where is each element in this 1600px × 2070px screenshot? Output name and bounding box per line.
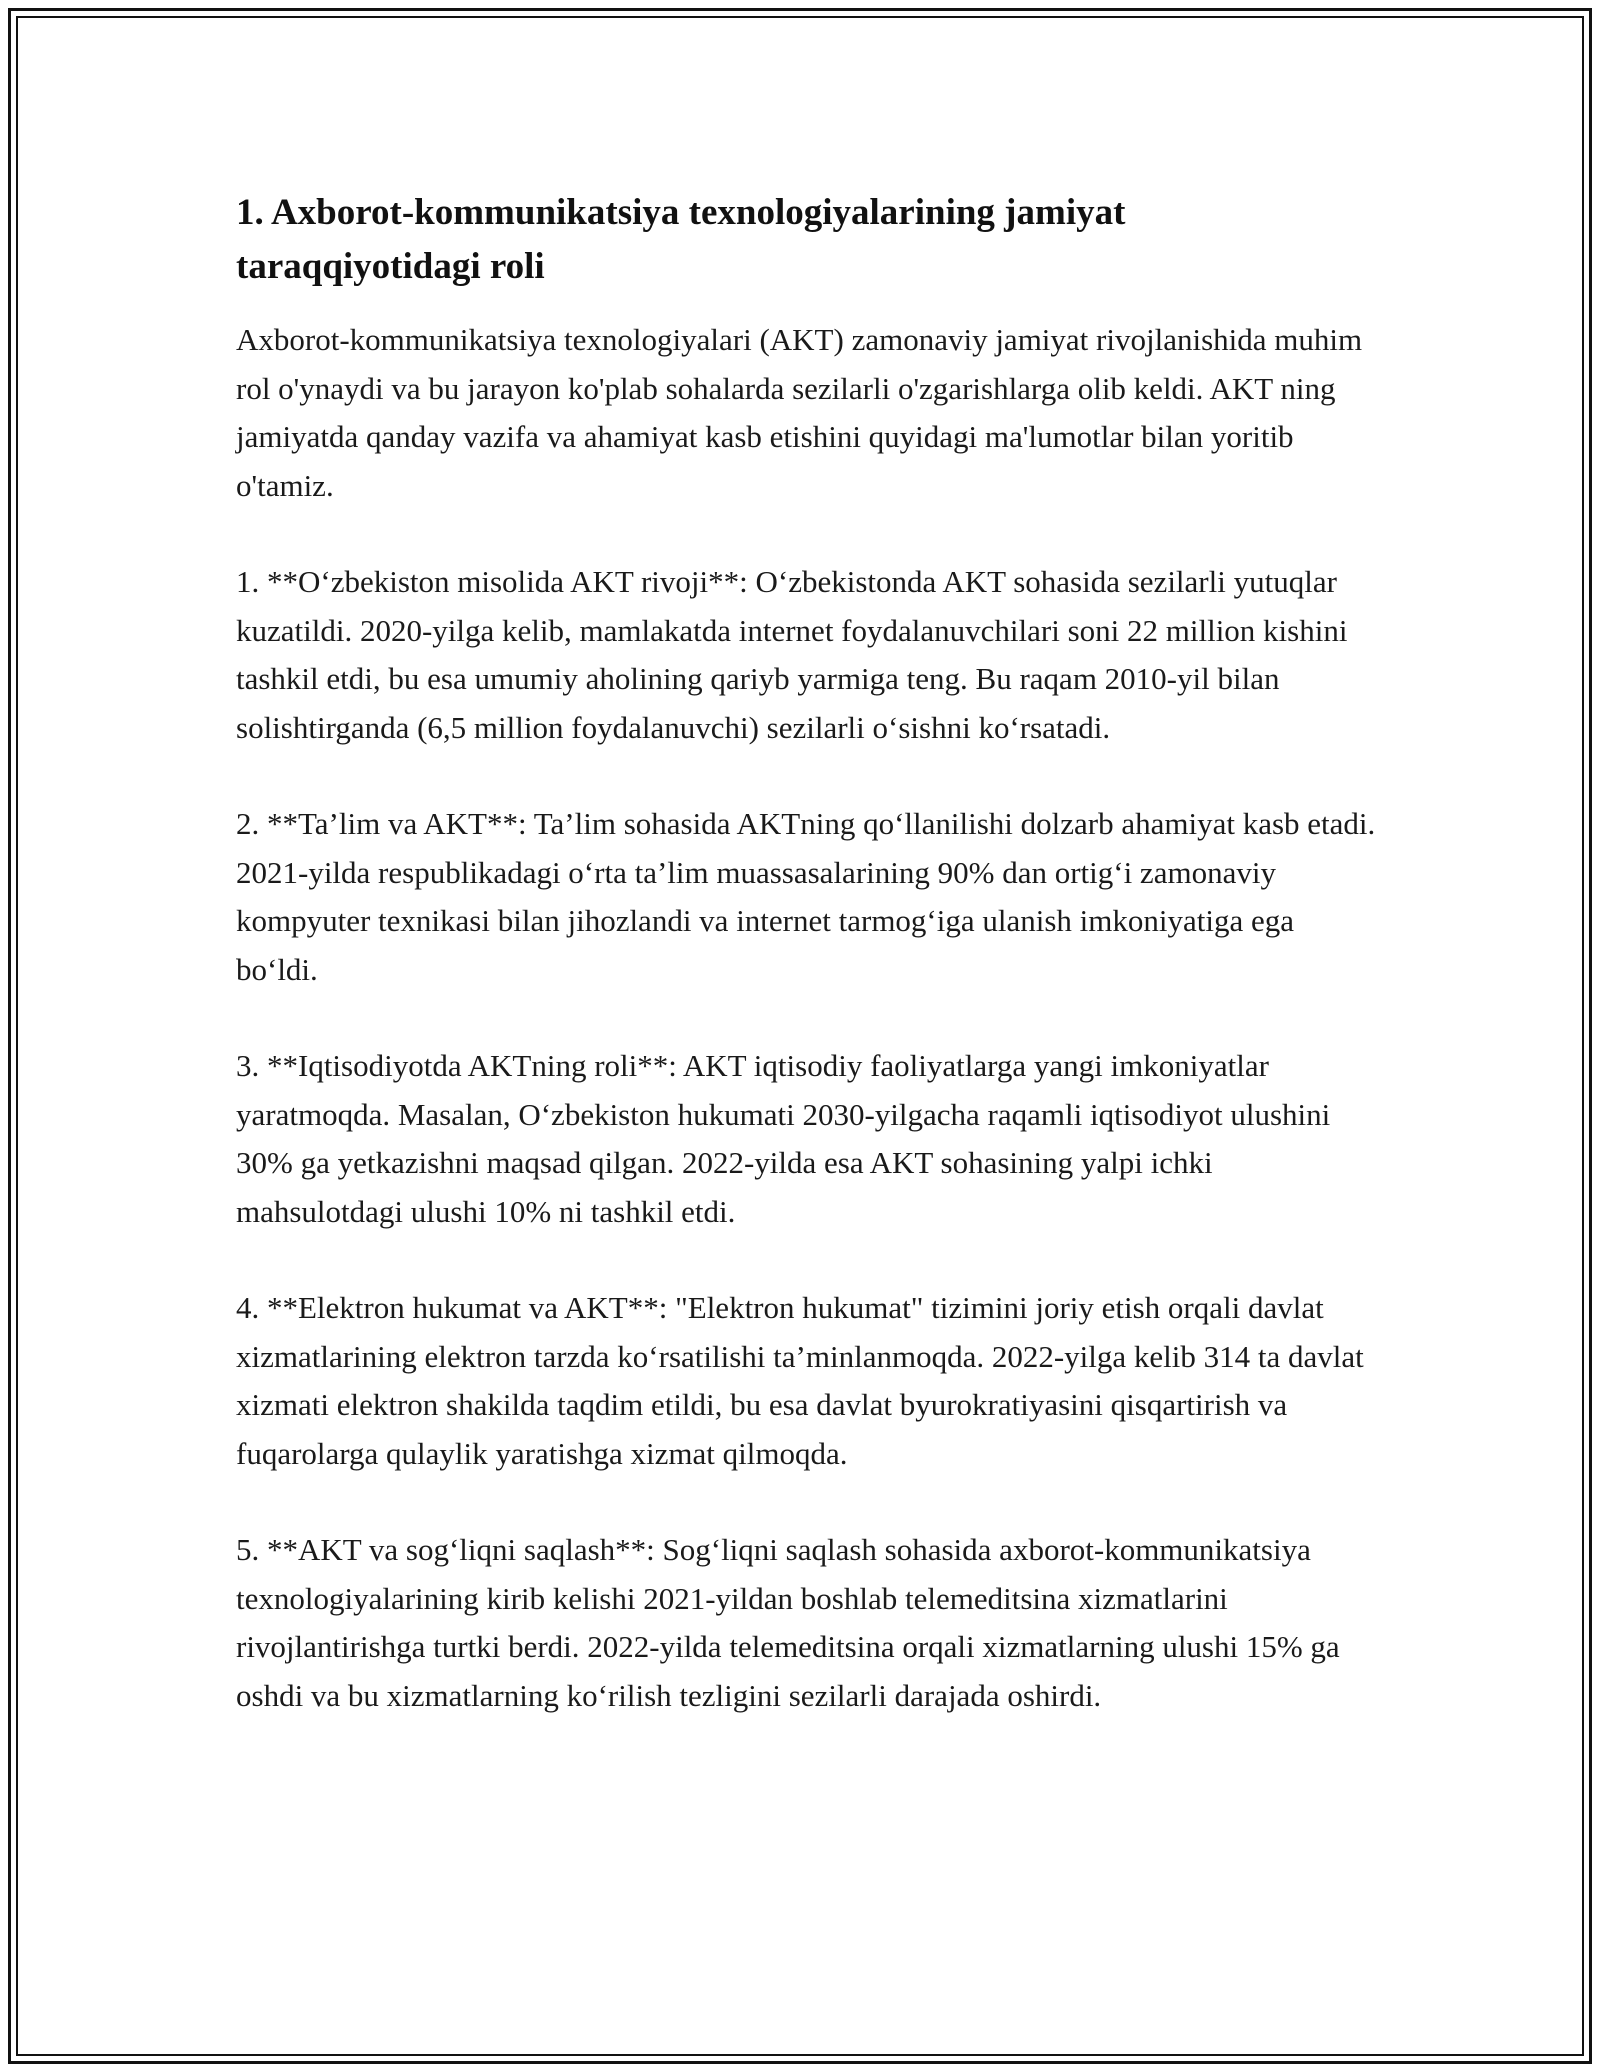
document-body bbox=[236, 186, 1376, 1768]
list-item-healthcare: 5. **AKT va sog‘liqni saqlash**: Sog‘liqni saqlash sohasida axborot-kommunikatsiya texnologiyalarining kirib kelishi 2021-yildan boshlab telemeditsina xizmatlarini rivojlantirishga turtki berdi. 2022-yilda telemeditsina orqali xizmatlarning ulushi 15% ga oshdi va bu xizmatlarning ko‘rilish tezligini sezilarli darajada oshirdi. bbox=[236, 1532, 1340, 1713]
list-item-education: 2. **Ta’lim va AKT**: Ta’lim sohasida AKTning qo‘llanilishi dolzarb ahamiyat kasb etadi. 2021-yilda respublikadagi o‘rta ta’lim muassasalarining 90% dan ortig‘i zamonaviy kompyuter texnikasi bilan jihozlandi va internet tarmog‘iga ulanish imkoniyatiga ega bo‘ldi. bbox=[236, 806, 1376, 987]
intro-paragraph: Axborot-kommunikatsiya texnologiyalari (AKT) zamonaviy jamiyat rivojlanishida muhim rol o'ynaydi va bu jarayon ko'plab sohalarda sezilarli o'zgarishlarga olib keldi. AKT ning jamiyatda qanday vazifa va ahamiyat kasb etishini quyidagi ma'lumotlar bilan yoritib o'tamiz. bbox=[236, 322, 1363, 503]
list-item-uzbekistan: 1. **O‘zbekiston misolida AKT rivoji**: O‘zbekistonda AKT sohasida sezilarli yutuqlar kuzatildi. 2020-yilga kelib, mamlakatda internet foydalanuvchilari soni 22 million kishini tashkil etdi, bu esa umumiy aholining qariyb yarmiga teng. Bu raqam 2010-yil bilan solishtirganda (6,5 million foydalanuvchi) sezilarli o‘sishni ko‘rsatadi. bbox=[236, 564, 1348, 745]
section-heading: 1. Axborot-kommunikatsiya texnologiyalarining jamiyat taraqqiyotidagi roli bbox=[236, 192, 1126, 287]
list-item-e-government: 4. **Elektron hukumat va AKT**: "Elektron hukumat" tizimini joriy etish orqali davlat xizmatlarining elektron tarzda ko‘rsatilishi ta’minlanmoqda. 2022-yilga kelib 314 ta davlat xizmati elektron shakilda taqdim etildi, bu esa davlat byurokratiyasini qisqartirish va fuqarolarga qulaylik yaratishga xizmat qilmoqda. bbox=[236, 1290, 1364, 1471]
list-item-economy: 3. **Iqtisodiyotda AKTning roli**: AKT iqtisodiy faoliyatlarga yangi imkoniyatlar yaratmoqda. Masalan, O‘zbekiston hukumati 2030-yilgacha raqamli iqtisodiyot ulushini 30% ga yetkazishni maqsad qilgan. 2022-yilda esa AKT sohasining yalpi ichki mahsulotdagi ulushi 10% ni tashkil etdi. bbox=[236, 1048, 1331, 1229]
